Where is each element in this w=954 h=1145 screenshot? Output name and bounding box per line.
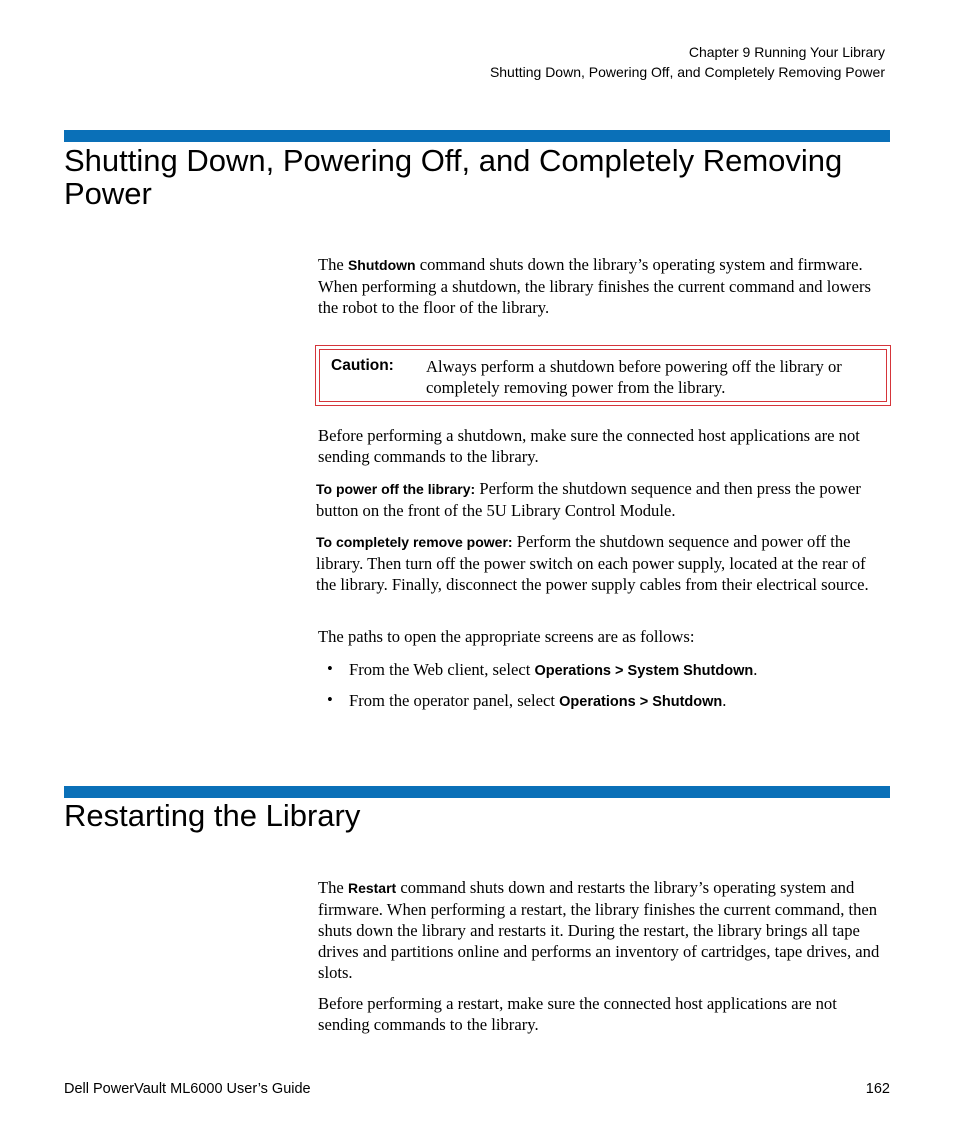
paths-intro-paragraph: The paths to open the appropriate screens are as follows: [318, 627, 695, 646]
remove-power-label: To completely remove power: [316, 534, 513, 550]
section-title-restart: Restarting the Library [64, 798, 361, 833]
section-divider-bar [64, 786, 890, 798]
restart-intro-paragraph: The Restart command shuts down and restarts the library’s operating system and firmware. When performing a restart, the library finishes the current command, then shuts down the library and restarts it. During the restart, the library brings all tape drives and partitions online and performs an inventory of cartridges, tape drives, and slots. [318, 878, 880, 982]
page-number: 162 [865, 1081, 890, 1097]
menu-path-system-shutdown: Operations > System Shutdown [534, 663, 754, 679]
section-title-line2: Power [64, 176, 152, 211]
footer-guide-title: Dell PowerVault ML6000 User’s Guide [64, 1081, 311, 1097]
power-off-paragraph: To power off the library: Perform the shutdown sequence and then press the power button on the front of the 5U Library Control Module. [316, 479, 861, 520]
caution-box [315, 345, 891, 406]
before-shutdown-paragraph: Before performing a shutdown, make sure the connected host applications are not sending commands to the library. [318, 426, 860, 466]
caution-label: Caution: [331, 357, 394, 374]
shutdown-intro-paragraph: The Shutdown command shuts down the library’s operating system and firmware. When performing a shutdown, the library finishes the current command and lowers the robot to the floor of the library. [318, 255, 871, 317]
bullet-web-client: From the Web client, select Operations > System Shutdown. [349, 660, 758, 679]
caution-box-inner [319, 349, 887, 402]
running-head-section: Shutting Down, Powering Off, and Completely Removing Power [489, 64, 885, 80]
caution-text: Always perform a shutdown before powering off the library or completely removing power from the library. [426, 357, 842, 397]
menu-path-shutdown: Operations > Shutdown [559, 694, 723, 710]
running-head-chapter: Chapter 9 Running Your Library [688, 44, 885, 60]
shutdown-command-name: Shutdown [347, 257, 416, 273]
section-divider-bar [64, 130, 890, 142]
section-title-shutdown [64, 144, 894, 210]
section-title-line1: Shutting Down, Powering Off, and Completely Removing [64, 143, 843, 178]
remove-power-paragraph: To completely remove power: Perform the shutdown sequence and power off the library. Then turn off the power switch on each power supply, located at the rear of the library. Finally, disconnect the power supply cables from their electrical source. [316, 532, 869, 594]
bullet-marker: • [327, 690, 333, 709]
before-restart-paragraph: Before performing a restart, make sure the connected host applications are not sending commands to the library. [318, 994, 837, 1034]
bullet-operator-panel: From the operator panel, select Operations > Shutdown. [349, 691, 727, 710]
bullet-marker: • [327, 659, 333, 678]
power-off-label: To power off the library: [316, 481, 476, 497]
restart-command-name: Restart [347, 880, 397, 896]
